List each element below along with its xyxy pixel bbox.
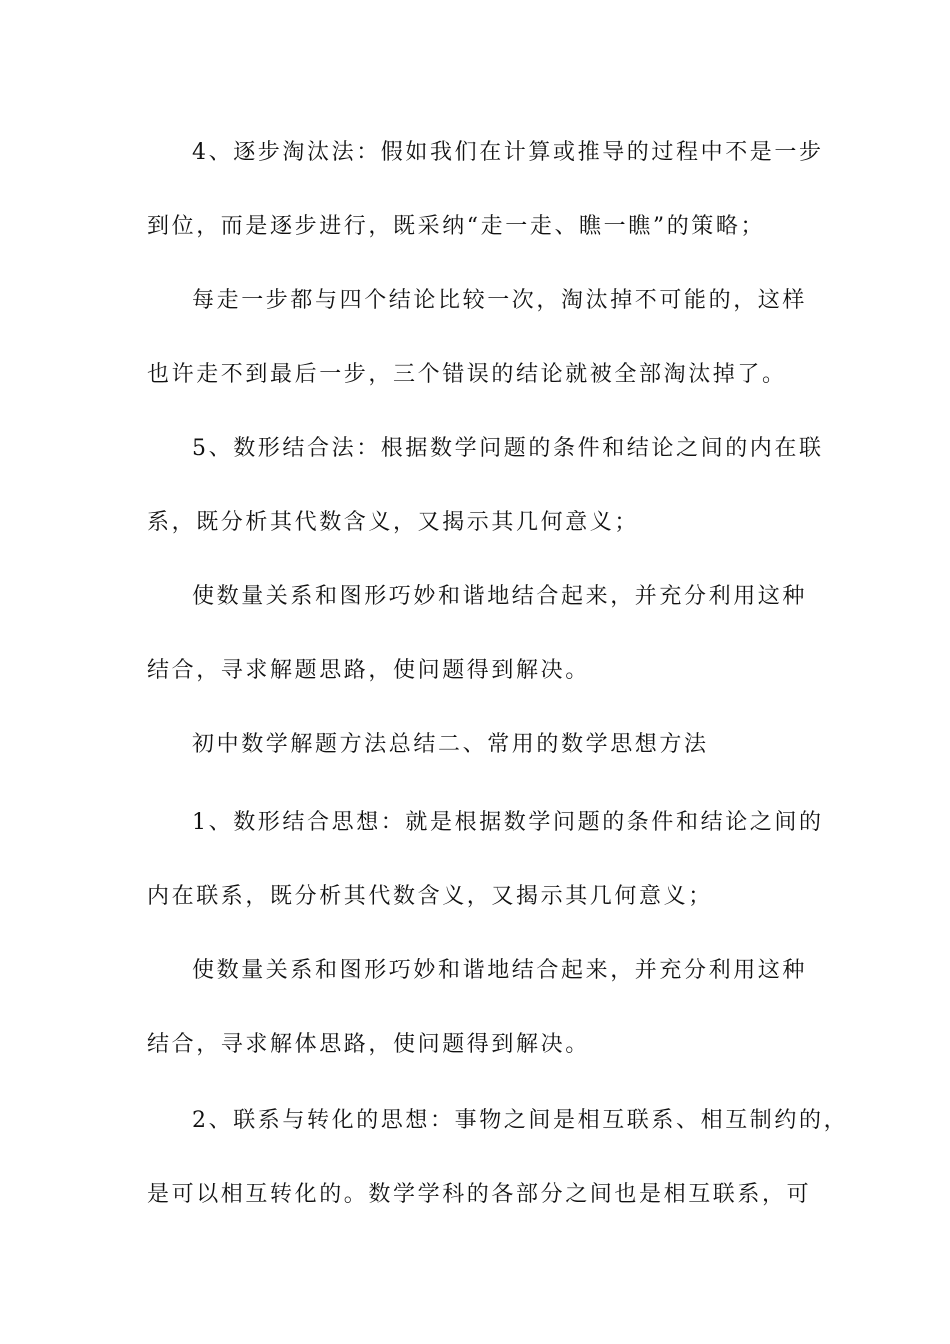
text-line: 2、联系与转化的思想：事物之间是相互联系、相互制约的， xyxy=(192,1108,849,1133)
text-line: 内在联系，既分析其代数含义，又揭示其几何意义； xyxy=(147,884,713,909)
text-line: 是可以相互转化的。数学学科的各部分之间也是相互联系，可 xyxy=(147,1182,812,1207)
text-line: 1、数形结合思想：就是根据数学问题的条件和结论之间的 xyxy=(192,810,824,835)
text-line: 使数量关系和图形巧妙和谐地结合起来，并充分利用这种 xyxy=(192,584,808,609)
text-line: 结合，寻求解体思路，使问题得到解决。 xyxy=(147,1032,590,1057)
text-line: 到位，而是逐步进行，既采纳“走一走、瞧一瞧”的策略； xyxy=(147,214,766,239)
text-line: 5、数形结合法：根据数学问题的条件和结论之间的内在联 xyxy=(192,436,824,461)
text-line: 也许走不到最后一步，三个错误的结论就被全部淘汰掉了。 xyxy=(147,362,787,387)
text-line: 系，既分析其代数含义，又揭示其几何意义； xyxy=(147,510,640,535)
text-line: 结合，寻求解题思路，使问题得到解决。 xyxy=(147,658,590,683)
text-line: 每走一步都与四个结论比较一次，淘汰掉不可能的，这样 xyxy=(192,288,808,313)
text-line: 使数量关系和图形巧妙和谐地结合起来，并充分利用这种 xyxy=(192,958,808,983)
section-heading: 初中数学解题方法总结二、常用的数学思想方法 xyxy=(192,732,709,757)
text-line: 4、逐步淘汰法：假如我们在计算或推导的过程中不是一步 xyxy=(192,140,824,165)
